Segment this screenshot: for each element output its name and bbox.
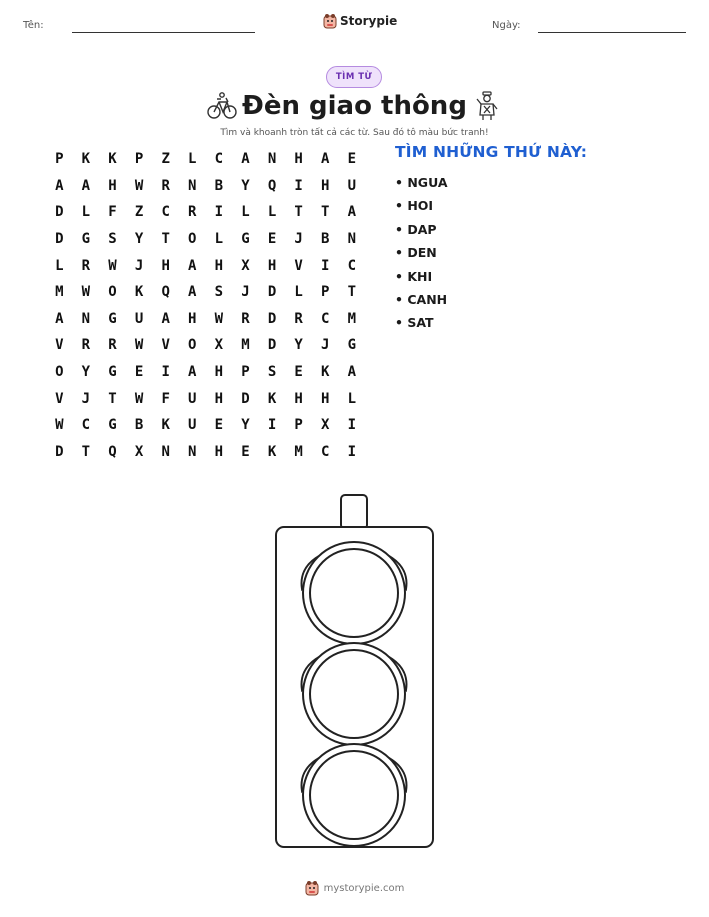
grid-letter[interactable]: Q xyxy=(161,284,170,301)
word-item: • HOI xyxy=(395,198,434,214)
grid-letter[interactable]: A xyxy=(188,257,197,274)
traffic-light-pole-cap xyxy=(341,495,367,529)
grid-letter[interactable]: T xyxy=(294,204,303,221)
grid-letter[interactable]: K xyxy=(134,284,144,301)
grid-letter[interactable]: V xyxy=(161,337,170,354)
activity-badge: TÌM TỪ xyxy=(326,66,382,88)
grid-letter[interactable]: W xyxy=(81,284,91,301)
grid-letter[interactable]: V xyxy=(294,257,303,274)
green-lamp xyxy=(310,751,398,839)
word-item: • SAT xyxy=(395,315,434,331)
grid-letter[interactable]: I xyxy=(321,257,330,274)
grid-letter[interactable]: Y xyxy=(241,177,250,194)
grid-row xyxy=(46,226,365,253)
grid-letter[interactable]: I xyxy=(347,443,357,460)
grid-letter[interactable]: D xyxy=(55,204,64,221)
grid-letter[interactable]: O xyxy=(108,284,117,301)
grid-letter[interactable]: E xyxy=(347,151,357,168)
grid-letter[interactable]: I xyxy=(214,204,224,221)
grid-letter[interactable]: K xyxy=(267,390,277,407)
grid-letter[interactable]: E xyxy=(214,417,224,434)
grid-row xyxy=(46,385,365,412)
name-label: Tên: xyxy=(23,20,44,31)
grid-letter[interactable]: D xyxy=(55,231,64,248)
grid-letter[interactable]: C xyxy=(161,204,170,221)
word-item: • DEN xyxy=(395,245,437,261)
grid-letter[interactable]: N xyxy=(188,443,197,460)
grid-letter[interactable]: Y xyxy=(294,337,303,354)
grid-letter[interactable]: U xyxy=(188,417,197,434)
grid-letter[interactable]: V xyxy=(55,390,64,407)
grid-letter[interactable]: H xyxy=(321,177,330,194)
grid-letter[interactable]: O xyxy=(55,364,64,381)
grid-letter[interactable]: N xyxy=(267,151,277,168)
grid-letter[interactable]: J xyxy=(134,257,144,274)
grid-letter[interactable]: D xyxy=(267,310,277,327)
date-line[interactable] xyxy=(538,32,686,33)
grid-letter[interactable]: E xyxy=(267,231,277,248)
grid-letter[interactable]: W xyxy=(108,257,117,274)
grid-letter[interactable]: T xyxy=(347,284,357,301)
grid-letter[interactable]: I xyxy=(347,417,357,434)
grid-letter[interactable]: P xyxy=(134,151,144,168)
grid-letter[interactable]: C xyxy=(321,310,330,327)
grid-letter[interactable]: L xyxy=(267,204,277,221)
grid-row xyxy=(46,306,365,333)
grid-letter[interactable]: P xyxy=(294,417,303,434)
red-lamp xyxy=(310,549,398,637)
grid-letter[interactable]: H xyxy=(161,257,170,274)
grid-letter[interactable]: T xyxy=(161,231,170,248)
grid-letter[interactable]: L xyxy=(188,151,197,168)
grid-letter[interactable]: W xyxy=(134,337,144,354)
traffic-officer-icon xyxy=(475,91,499,121)
grid-letter[interactable]: G xyxy=(108,364,117,381)
footer-url[interactable]: mystorypie.com xyxy=(323,882,405,894)
grid-letter[interactable]: I xyxy=(161,364,170,381)
grid-letter[interactable]: K xyxy=(81,151,91,168)
storypie-logo-icon xyxy=(305,880,319,896)
grid-letter[interactable]: K xyxy=(108,151,117,168)
grid-letter[interactable]: A xyxy=(347,204,357,221)
grid-letter[interactable]: X xyxy=(241,257,250,274)
grid-letter[interactable]: A xyxy=(161,310,170,327)
grid-letter[interactable]: A xyxy=(321,151,330,168)
grid-letter[interactable]: Z xyxy=(134,204,144,221)
grid-letter[interactable]: K xyxy=(161,417,170,434)
page-title: Đèn giao thông xyxy=(242,91,467,121)
traffic-light-illustration[interactable] xyxy=(275,494,435,850)
word-item: • NGUA xyxy=(395,175,448,190)
grid-letter[interactable]: S xyxy=(267,364,277,381)
bicycle-icon xyxy=(207,91,237,121)
grid-letter[interactable]: E xyxy=(294,364,303,381)
grid-letter[interactable]: J xyxy=(321,337,330,354)
grid-letter[interactable]: Q xyxy=(267,177,277,194)
grid-letter[interactable]: L xyxy=(241,204,250,221)
grid-letter[interactable]: K xyxy=(267,443,277,460)
grid-letter[interactable]: A xyxy=(188,364,197,381)
grid-row xyxy=(46,199,365,226)
grid-letter[interactable]: H xyxy=(321,390,330,407)
grid-letter[interactable]: C xyxy=(347,257,357,274)
grid-letter[interactable]: B xyxy=(134,417,144,434)
brand-name: Storypie xyxy=(340,14,398,28)
grid-letter[interactable]: W xyxy=(214,310,224,327)
grid-letter[interactable]: N xyxy=(81,310,91,327)
brand-logo xyxy=(323,13,397,29)
grid-letter[interactable]: J xyxy=(241,284,250,301)
grid-letter[interactable]: Y xyxy=(134,231,144,248)
grid-letter[interactable]: D xyxy=(241,390,250,407)
grid-letter[interactable]: B xyxy=(321,231,330,248)
grid-letter[interactable]: O xyxy=(188,231,197,248)
grid-letter[interactable]: X xyxy=(214,337,224,354)
grid-letter[interactable]: C xyxy=(214,151,224,168)
grid-letter[interactable]: I xyxy=(294,177,303,194)
grid-letter[interactable]: L xyxy=(55,257,64,274)
grid-letter[interactable]: R xyxy=(161,177,170,194)
grid-letter[interactable]: E xyxy=(134,364,144,381)
grid-letter[interactable]: M xyxy=(294,443,303,460)
grid-row xyxy=(46,279,365,306)
grid-letter[interactable]: Z xyxy=(161,151,170,168)
grid-letter[interactable]: P xyxy=(55,151,64,168)
grid-letter[interactable]: L xyxy=(294,284,303,301)
word-item: • CANH xyxy=(395,291,448,307)
grid-letter[interactable]: J xyxy=(81,390,91,407)
grid-letter[interactable]: X xyxy=(134,443,144,460)
title-row xyxy=(0,91,709,121)
word-search-grid xyxy=(46,146,365,465)
grid-letter[interactable]: R xyxy=(188,204,197,221)
grid-row xyxy=(46,412,365,439)
name-line[interactable] xyxy=(72,32,255,33)
grid-letter[interactable]: X xyxy=(321,417,330,434)
grid-letter[interactable]: I xyxy=(267,417,277,434)
grid-letter[interactable]: M xyxy=(347,310,357,327)
grid-letter[interactable]: H xyxy=(214,390,224,407)
grid-row xyxy=(46,173,365,200)
grid-letter[interactable]: K xyxy=(321,364,330,381)
grid-letter[interactable]: U xyxy=(188,390,197,407)
grid-letter[interactable]: E xyxy=(241,443,250,460)
grid-letter[interactable]: U xyxy=(347,177,357,194)
grid-letter[interactable]: M xyxy=(241,337,250,354)
grid-letter[interactable]: B xyxy=(214,177,224,194)
instructions: Tìm và khoanh tròn tất cả các từ. Sau đó tô màu bức tranh! xyxy=(220,128,489,138)
grid-letter[interactable]: G xyxy=(108,310,117,327)
grid-letter[interactable]: H xyxy=(108,177,117,194)
grid-letter[interactable]: A xyxy=(55,177,64,194)
word-item: • DAP xyxy=(395,221,437,237)
grid-letter[interactable]: S xyxy=(214,284,224,301)
grid-letter[interactable]: F xyxy=(161,390,170,407)
grid-letter[interactable]: H xyxy=(214,257,224,274)
grid-letter[interactable]: C xyxy=(81,417,91,434)
grid-letter[interactable]: A xyxy=(347,364,357,381)
grid-letter[interactable]: P xyxy=(241,364,250,381)
grid-letter[interactable]: D xyxy=(267,337,277,354)
grid-row xyxy=(46,439,365,466)
grid-letter[interactable]: V xyxy=(55,337,64,354)
grid-letter[interactable]: J xyxy=(294,231,303,248)
grid-letter[interactable]: H xyxy=(188,310,197,327)
grid-letter[interactable]: F xyxy=(108,204,117,221)
word-list-heading: TÌM NHỮNG THỨ NÀY: xyxy=(395,143,588,161)
grid-letter[interactable]: S xyxy=(108,231,117,248)
grid-letter[interactable]: R xyxy=(241,310,250,327)
grid-letter[interactable]: C xyxy=(321,443,330,460)
grid-letter[interactable]: N xyxy=(188,177,197,194)
grid-letter[interactable]: G xyxy=(108,417,117,434)
grid-letter[interactable]: H xyxy=(294,151,303,168)
grid-letter[interactable]: T xyxy=(108,390,117,407)
grid-letter[interactable]: T xyxy=(81,443,91,460)
grid-letter[interactable]: W xyxy=(134,390,144,407)
grid-letter[interactable]: L xyxy=(347,390,357,407)
grid-letter[interactable]: N xyxy=(347,231,357,248)
grid-letter[interactable]: Y xyxy=(241,417,250,434)
grid-letter[interactable]: A xyxy=(81,177,91,194)
yellow-lamp xyxy=(310,650,398,738)
grid-letter[interactable]: W xyxy=(55,417,64,434)
grid-letter[interactable]: G xyxy=(241,231,250,248)
grid-row xyxy=(46,252,365,279)
grid-letter[interactable]: H xyxy=(214,443,224,460)
grid-letter[interactable]: R xyxy=(81,257,91,274)
grid-letter[interactable]: G xyxy=(81,231,91,248)
grid-letter[interactable]: A xyxy=(241,151,250,168)
grid-letter[interactable]: W xyxy=(134,177,144,194)
word-item: • KHI xyxy=(395,268,433,284)
storypie-logo-icon xyxy=(323,13,337,29)
grid-row xyxy=(46,359,365,386)
grid-letter[interactable]: R xyxy=(108,337,117,354)
grid-letter[interactable]: R xyxy=(81,337,91,354)
grid-letter[interactable]: Y xyxy=(81,364,91,381)
footer xyxy=(0,880,709,896)
grid-letter[interactable]: A xyxy=(188,284,197,301)
grid-letter[interactable]: H xyxy=(214,364,224,381)
grid-letter[interactable]: P xyxy=(321,284,330,301)
grid-letter[interactable]: D xyxy=(267,284,277,301)
grid-letter[interactable]: O xyxy=(188,337,197,354)
grid-letter[interactable]: U xyxy=(134,310,144,327)
grid-letter[interactable]: R xyxy=(294,310,303,327)
grid-letter[interactable]: A xyxy=(55,310,64,327)
date-label: Ngày: xyxy=(492,20,521,31)
grid-letter[interactable]: Q xyxy=(108,443,117,460)
grid-row xyxy=(46,332,365,359)
grid-letter[interactable]: T xyxy=(321,204,330,221)
grid-letter[interactable]: M xyxy=(55,284,64,301)
grid-row xyxy=(46,146,365,173)
grid-letter[interactable]: L xyxy=(214,231,224,248)
grid-letter[interactable]: H xyxy=(294,390,303,407)
grid-letter[interactable]: G xyxy=(347,337,357,354)
grid-letter[interactable]: D xyxy=(55,443,64,460)
grid-letter[interactable]: H xyxy=(267,257,277,274)
grid-letter[interactable]: L xyxy=(81,204,91,221)
grid-letter[interactable]: N xyxy=(161,443,170,460)
word-list xyxy=(395,143,587,335)
